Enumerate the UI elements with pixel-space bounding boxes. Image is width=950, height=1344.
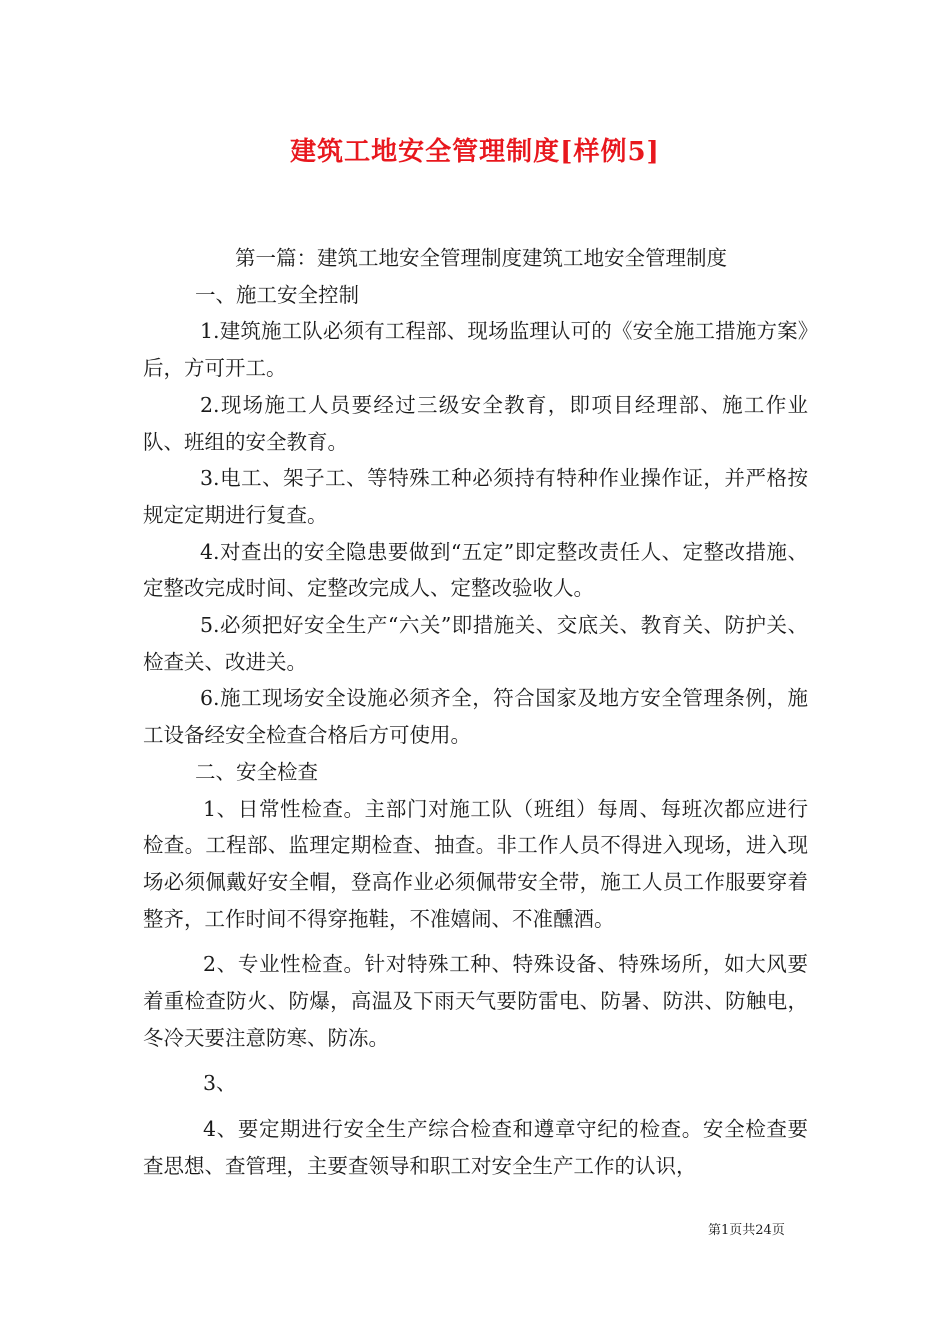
- document-body: [143, 240, 808, 1185]
- section2-item-4: 4、要定期进行安全生产综合检查和遵章守纪的检查。安全检查要查思想、查管理，主要查领导和职工对安全生产工作的认识，: [143, 1117, 808, 1178]
- section2-item-3: 3、: [203, 1071, 237, 1096]
- page-number: 第1页共24页: [708, 1223, 785, 1238]
- page-title: 建筑工地安全管理制度[样例5]: [290, 137, 660, 167]
- section-heading-safety-inspection: 二、安全检查: [195, 759, 318, 784]
- document-subtitle: 第一篇：建筑工地安全管理制度建筑工地安全管理制度: [235, 246, 727, 270]
- section1-item-1: 1.建筑施工队必须有工程部、现场监理认可的《安全施工措施方案》后，方可开工。: [143, 319, 808, 381]
- section1-item-2: 2.现场施工人员要经过三级安全教育，即项目经理部、施工作业队、班组的安全教育。: [143, 392, 808, 454]
- section1-item-3: 3.电工、架子工、等特殊工种必须持有特种作业操作证，并严格按规定定期进行复查。: [143, 466, 808, 527]
- section2-item-2: 2、专业性检查。针对特殊工种、特殊设备、特殊场所，如大风要着重检查防火、防爆，高温及下雨天气要防雷电、防暑、防洪、防触电，冬冷天要注意防寒、防冻。: [143, 952, 808, 1050]
- section1-item-4: 4.对查出的安全隐患要做到“五定”即定整改责任人、定整改措施、定整改完成时间、定整改完成人、定整改验收人。: [143, 539, 808, 601]
- section1-item-6: 6.施工现场安全设施必须齐全，符合国家及地方安全管理条例，施工设备经安全检查合格后方可使用。: [143, 686, 808, 748]
- section2-item-1: 1、日常性检查。主部门对施工队（班组）每周、每班次都应进行检查。工程部、监理定期检查、抽查。非工作人员不得进入现场，进入现场必须佩戴好安全帽，登高作业必须佩带安全带，施工人员工作服要穿着整齐，工作时间不得穿拖鞋，不准嬉闹、不准醺酒。: [143, 796, 808, 931]
- section-heading-safety-control: 一、施工安全控制: [195, 282, 359, 307]
- section1-item-5: 5.必须把好安全生产“六关”即措施关、交底关、教育关、防护关、检查关、改进关。: [143, 613, 808, 674]
